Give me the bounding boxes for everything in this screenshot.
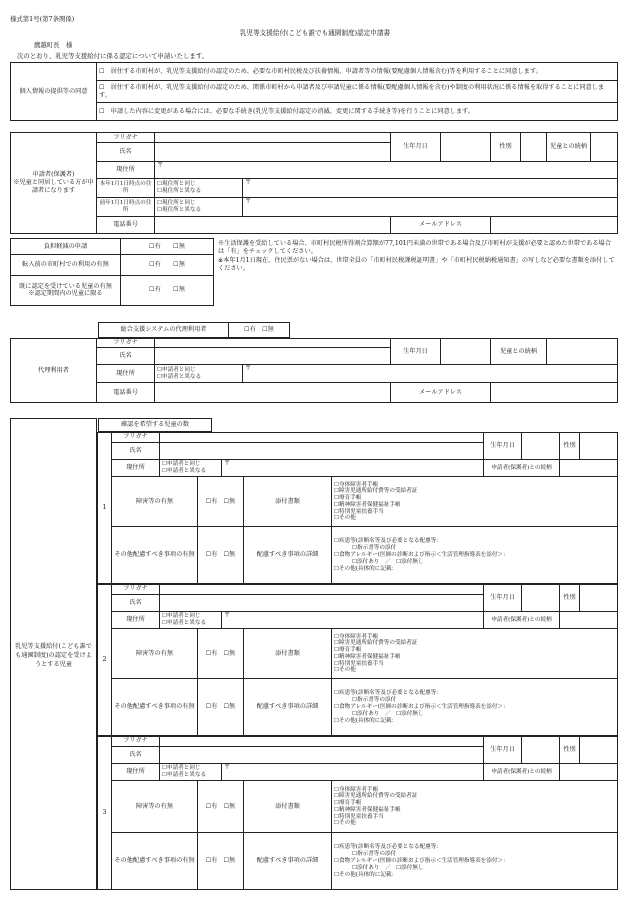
proxy-side-label: 代理利用者 <box>11 339 97 403</box>
applicant-name-field[interactable] <box>155 143 391 162</box>
child-number: 3 <box>98 737 112 890</box>
child-relation-field[interactable] <box>560 459 618 476</box>
applicant-name-label: 氏名 <box>97 143 155 162</box>
child-gender-field[interactable] <box>580 737 618 764</box>
proxy-name-label: 氏名 <box>97 348 155 365</box>
child-block-3 <box>97 736 618 890</box>
detail-item[interactable]: ☐疾患等(診断名等及び必要となる配慮等： <box>334 537 442 544</box>
proxy-phone-label: 電話番号 <box>97 383 155 403</box>
attach-item[interactable]: ☐身体障害者手帳 <box>334 633 379 640</box>
child-name-field[interactable] <box>160 594 484 611</box>
applicant-jan1-last-field[interactable]: 〒 <box>243 198 618 217</box>
applicant-phone-label: 電話番号 <box>97 217 155 234</box>
child-address-field[interactable]: 〒 <box>222 611 484 628</box>
detail-item[interactable]: ☐食物アレルギー(医師の診断および指示＜生活管理指導表を添付＞： <box>334 703 509 710</box>
prior-use-check[interactable]: ☐有 ☐無 <box>121 255 214 275</box>
applicant-birth-field[interactable] <box>441 133 491 162</box>
child-name-label: 氏名 <box>112 746 160 763</box>
proxy-relation-field[interactable] <box>547 339 618 365</box>
consent-item-1[interactable]: ☐ 居住する市町村が、乳児等支援給付の認定のため、必要な市町村民税及び扶養情報、申請者等の情報(要配慮個人情報含む)等を利用することに同意します。 <box>97 63 618 81</box>
child-address-label: 現住所 <box>112 611 160 628</box>
applicant-jan1-this-label: 本年1月1日時点の住所 <box>97 178 155 197</box>
child-name-field[interactable] <box>160 442 484 459</box>
detail-item[interactable]: ☐添付あり ／ ☐添付無し <box>352 710 424 717</box>
child-detail-list <box>332 833 618 890</box>
detail-item[interactable]: ☐その他(具体的に記載： <box>334 871 398 878</box>
attach-item[interactable]: ☐療育手帳 <box>334 647 362 654</box>
applicant-jan1-this-check[interactable]: ☐現住所と同じ ☐現住所と異なる <box>155 178 243 197</box>
child-address-label: 現住所 <box>112 459 160 476</box>
applicant-jan1-this-field[interactable]: 〒 <box>243 178 618 197</box>
proxy-system-check[interactable]: ☐有 ☐無 <box>229 323 290 338</box>
children-side-label: 乳児等支援給付(こども誰でも通園制度)の認定を受けようとする児童 <box>10 418 97 890</box>
consent-item-2[interactable]: ☐ 居住する市町村が、乳児等支援給付の認定のため、関係市町村から申請者及び申請児童に係る情報(要配慮個人情報を含む)や制度の利用状況に係る情報を取得することに同意します。 <box>97 81 618 103</box>
attach-item[interactable]: ☐身体障害者手帳 <box>334 481 379 488</box>
burden-relief-label: 負担軽減の申請 <box>11 239 121 255</box>
child-name-field[interactable] <box>160 746 484 763</box>
proxy-address-field[interactable]: 〒 <box>243 365 618 383</box>
child-name-label: 氏名 <box>112 594 160 611</box>
attach-item[interactable]: ☐その他 <box>334 667 356 674</box>
child-address-field[interactable]: 〒 <box>222 459 484 476</box>
proxy-birth-label: 生年月日 <box>391 339 441 365</box>
proxy-furigana-field[interactable] <box>155 339 391 348</box>
applicant-email-label: メールアドレス <box>391 217 491 234</box>
child-disability-check[interactable]: ☐有 ☐無 <box>198 629 244 679</box>
attach-item[interactable]: ☐精神障害者保健福祉手帳 <box>334 806 401 813</box>
child-birth-field[interactable] <box>522 737 560 764</box>
child-disability-check[interactable]: ☐有 ☐無 <box>198 781 244 833</box>
attach-item[interactable]: ☐精神障害者保健福祉手帳 <box>334 653 401 660</box>
attach-item[interactable]: ☐障害児通所給付費等の受給者証 <box>334 640 418 647</box>
child-birth-field[interactable] <box>522 433 560 460</box>
child-number: 1 <box>98 433 112 584</box>
child-address-check[interactable]: ☐申請者と同じ ☐申請者と異なる <box>160 763 222 780</box>
child-furigana-field[interactable] <box>160 737 484 747</box>
detail-item[interactable]: ☐指示書等の添付 <box>352 850 397 857</box>
form-number: 様式第1号(第7条関係) <box>10 15 75 23</box>
proxy-system-table <box>98 322 290 338</box>
attach-item[interactable]: ☐障害児通所給付費等の受給者証 <box>334 793 418 800</box>
consent-table <box>10 62 618 121</box>
child-detail-label: 配慮すべき事項の詳細 <box>244 833 332 890</box>
applicant-furigana-label: フリガナ <box>97 133 155 143</box>
child-gender-label: 性別 <box>560 433 580 460</box>
attach-item[interactable]: ☐特別児童扶養手当 <box>334 508 384 515</box>
child-attach-list <box>332 781 618 833</box>
proxy-birth-field[interactable] <box>441 339 491 365</box>
detail-item[interactable]: ☐添付あり ／ ☐添付無し <box>352 864 424 871</box>
applicant-furigana-field[interactable] <box>155 133 391 143</box>
child-gender-label: 性別 <box>560 737 580 764</box>
child-detail-list <box>332 527 618 584</box>
child-birth-field[interactable] <box>522 585 560 612</box>
child-attach-list <box>332 477 618 527</box>
detail-item[interactable]: ☐指示書等の添付 <box>352 696 397 703</box>
child-number: 2 <box>98 585 112 736</box>
child-relation-label: 申請者(保護者)との続柄 <box>484 611 560 628</box>
child-relation-label: 申請者(保護者)との続柄 <box>484 459 560 476</box>
child-disability-label: 障害等の有無 <box>112 781 198 833</box>
detail-item[interactable]: ☐食物アレルギー(医師の診断および指示＜生活管理指導表を添付＞： <box>334 857 509 864</box>
detail-item[interactable]: ☐その他(具体的に記載： <box>334 565 398 572</box>
child-detail-label: 配慮すべき事項の詳細 <box>244 527 332 584</box>
applicant-phone-field[interactable] <box>155 217 391 234</box>
applicant-address-field[interactable]: 〒 <box>155 162 618 179</box>
child-relation-label: 申請者(保護者)との続柄 <box>484 763 560 780</box>
children-blocks <box>97 432 618 890</box>
child-furigana-field[interactable] <box>160 433 484 443</box>
certified-child-label: 既に認定を受けている児童の有無 ※認定期間内の児童に限る <box>11 275 121 305</box>
child-other-check[interactable]: ☐有 ☐無 <box>198 527 244 584</box>
child-address-check[interactable]: ☐申請者と同じ ☐申請者と異なる <box>160 611 222 628</box>
attach-item[interactable]: ☐精神障害者保健福祉手帳 <box>334 501 401 508</box>
applicant-gender-label: 性別 <box>491 133 521 162</box>
child-disability-label: 障害等の有無 <box>112 629 198 679</box>
certified-child-check[interactable]: ☐有 ☐無 <box>121 275 214 305</box>
child-detail-list <box>332 679 618 736</box>
child-other-label: その他配慮すべき事項の有無 <box>112 833 198 890</box>
attach-item[interactable]: ☐その他 <box>334 820 356 827</box>
applicant-jan1-last-check[interactable]: ☐現住所と同じ ☐現住所と異なる <box>155 198 243 217</box>
proxy-phone-field[interactable] <box>155 383 391 403</box>
proxy-email-label: メールアドレス <box>391 383 491 403</box>
child-disability-check[interactable]: ☐有 ☐無 <box>198 477 244 527</box>
child-furigana-label: フリガナ <box>112 433 160 443</box>
child-gender-field[interactable] <box>580 585 618 612</box>
applicant-jan1-last-label: 前年1月1日時点の住所 <box>97 198 155 217</box>
child-count-table <box>98 418 212 432</box>
attach-item[interactable]: ☐療育手帳 <box>334 495 362 502</box>
applicant-birth-label: 生年月日 <box>391 133 441 162</box>
child-other-check[interactable]: ☐有 ☐無 <box>198 679 244 736</box>
proxy-address-check[interactable]: ☐申請者と同じ ☐申請者と異なる <box>155 365 243 383</box>
child-block-2 <box>97 584 618 736</box>
child-gender-label: 性別 <box>560 585 580 612</box>
attach-item[interactable]: ☐身体障害者手帳 <box>334 786 379 793</box>
child-address-field[interactable]: 〒 <box>222 763 484 780</box>
detail-item[interactable]: ☐添付あり ／ ☐添付無し <box>352 558 424 565</box>
child-furigana-label: フリガナ <box>112 585 160 595</box>
attach-item[interactable]: ☐特別児童扶養手当 <box>334 813 384 820</box>
proxy-furigana-label: フリガナ <box>97 339 155 348</box>
child-other-check[interactable]: ☐有 ☐無 <box>198 833 244 890</box>
child-other-label: その他配慮すべき事項の有無 <box>112 527 198 584</box>
child-count-label[interactable]: 確認を希望する児童の数 <box>99 419 212 432</box>
applicant-relation-field[interactable] <box>591 133 618 162</box>
child-furigana-label: フリガナ <box>112 737 160 747</box>
child-furigana-field[interactable] <box>160 585 484 595</box>
child-gender-field[interactable] <box>580 433 618 460</box>
proxy-name-field[interactable] <box>155 348 391 365</box>
child-other-label: その他配慮すべき事項の有無 <box>112 679 198 736</box>
child-birth-label: 生年月日 <box>484 433 522 460</box>
child-relation-field[interactable] <box>560 763 618 780</box>
proxy-relation-label: 児童との続柄 <box>491 339 547 365</box>
detail-item[interactable]: ☐食物アレルギー(医師の診断および指示＜生活管理指導表を添付＞： <box>334 551 509 558</box>
child-block-1 <box>97 432 618 584</box>
attach-item[interactable]: ☐障害児通所給付費等の受給者証 <box>334 488 418 495</box>
child-attach-label: 添付書類 <box>244 629 332 679</box>
applicant-table <box>10 132 618 234</box>
proxy-table <box>10 338 618 403</box>
child-attach-label: 添付書類 <box>244 781 332 833</box>
child-detail-label: 配慮すべき事項の詳細 <box>244 679 332 736</box>
applicant-email-field[interactable] <box>491 217 618 234</box>
child-birth-label: 生年月日 <box>484 585 522 612</box>
child-relation-field[interactable] <box>560 611 618 628</box>
proxy-email-field[interactable] <box>491 383 618 403</box>
child-address-check[interactable]: ☐申請者と同じ ☐申請者と異なる <box>160 459 222 476</box>
attach-item[interactable]: ☐療育手帳 <box>334 800 362 807</box>
proxy-system-label: 総合支援システムの代理利用者 <box>99 323 229 338</box>
child-address-label: 現住所 <box>112 763 160 780</box>
child-birth-label: 生年月日 <box>484 737 522 764</box>
applicant-relation-label: 児童との続柄 <box>547 133 591 162</box>
proxy-address-label: 現住所 <box>97 365 155 383</box>
child-attach-label: 添付書類 <box>244 477 332 527</box>
extra-table <box>10 238 214 306</box>
detail-item[interactable]: ☐疾患等(診断名等及び必要となる配慮等： <box>334 689 442 696</box>
extra-note: ※生活保護を受給している場合、市町村民税所得割合算額が77,101円未満の世帯である場合及び市町村が支援が必要と認めた世帯である場合は「有」をチェックしてください。 ※本年1月1日現在、住民票がない場合は、世帯全員の「市町村民税課税証明書」や「市町村民税納税通知書」の写しなど必要な書類を添付してください。 <box>218 240 615 273</box>
attach-item[interactable]: ☐特別児童扶養手当 <box>334 660 384 667</box>
child-name-label: 氏名 <box>112 442 160 459</box>
form-title: 乳児等支援給付(こども誰でも通園制度)認定申請書 <box>239 29 391 37</box>
intro-text: 次のとおり、乳児等支援給付に係る認定について申請いたします。 <box>17 52 209 60</box>
applicant-gender-field[interactable] <box>521 133 547 162</box>
applicant-address-label: 現住所 <box>97 162 155 179</box>
consent-item-3[interactable]: ☐ 申請した内容に変更がある場合には、必要な手続き(乳児等支援給付認定の消滅、変更に関する手続き等)を行うことに同意します。 <box>97 103 618 121</box>
prior-use-label: 転入前の市町村での利用の有無 <box>11 255 121 275</box>
detail-item[interactable]: ☐指示書等の添付 <box>352 544 397 551</box>
burden-relief-check[interactable]: ☐有 ☐無 <box>121 239 214 255</box>
child-disability-label: 障害等の有無 <box>112 477 198 527</box>
detail-item[interactable]: ☐その他(具体的に記載： <box>334 717 398 724</box>
addressee: 鷹越町長 様 <box>34 41 73 49</box>
child-attach-list <box>332 629 618 679</box>
detail-item[interactable]: ☐疾患等(診断名等及び必要となる配慮等： <box>334 843 442 850</box>
attach-item[interactable]: ☐その他 <box>334 515 356 522</box>
applicant-side-label: 申請者(保護者) ※児童と同居している方が申請者になります <box>11 133 97 234</box>
consent-label: 個人情報の提供等の同意 <box>11 63 97 121</box>
